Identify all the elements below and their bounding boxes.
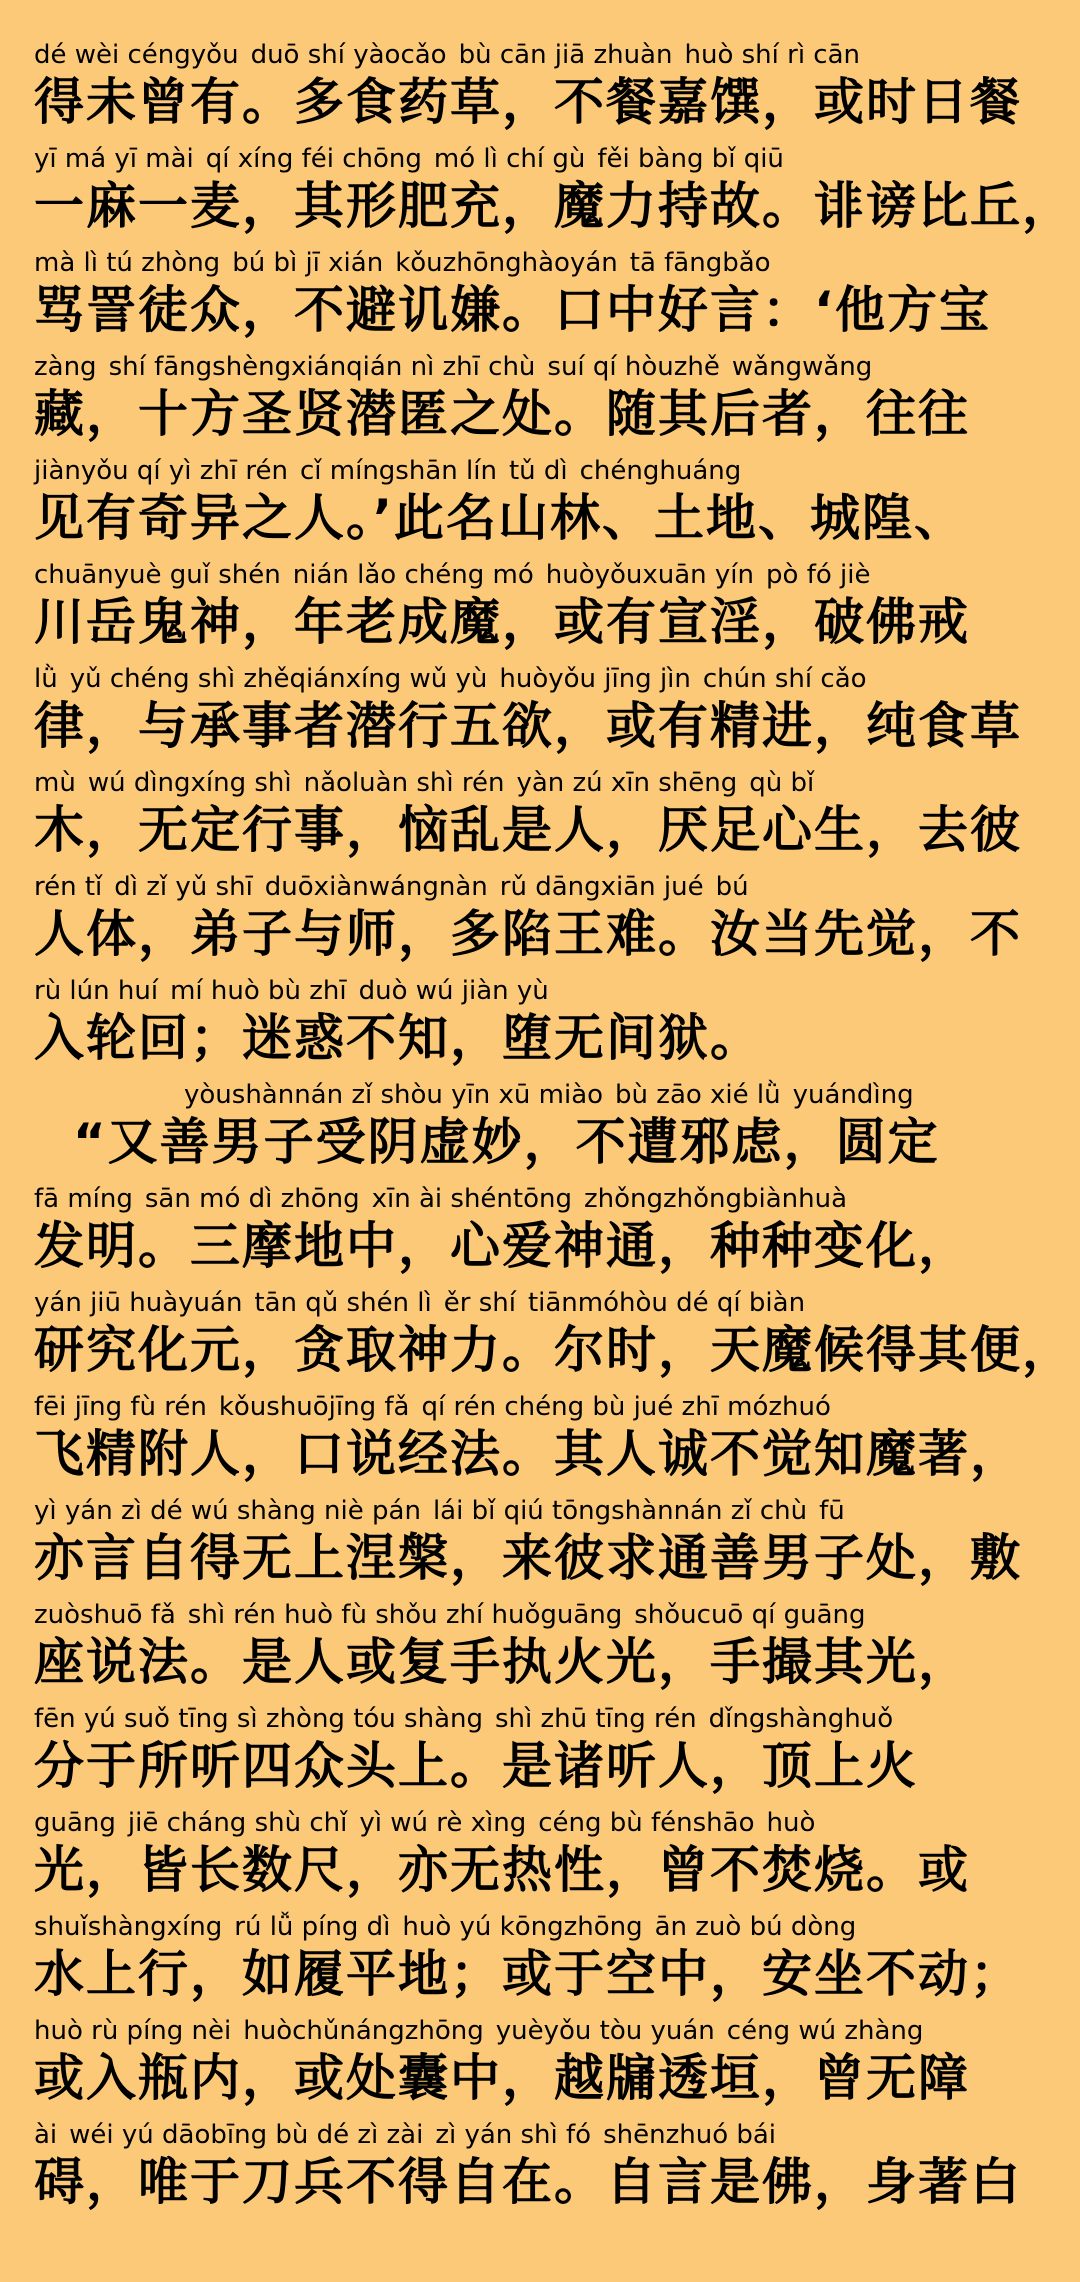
pinyin-segment: kǒuzhōnghàoyán: [395, 248, 618, 278]
pinyin-segment: lǜ: [34, 664, 58, 694]
hanzi-row: 或入瓶内，或处囊中，越牖透垣，曾无障: [34, 2049, 970, 2107]
pinyin-segment: mí huò bù zhī: [170, 976, 347, 1006]
pinyin-segment: yǔ chéng shì zhěqiánxíng wǔ yù: [69, 664, 488, 694]
pinyin-segment: chún shí cǎo: [702, 664, 867, 694]
pinyin-segment: fēn yú suǒ tīng sì zhòng tóu shàng: [34, 1704, 483, 1734]
pinyin-row: [34, 2014, 1050, 2048]
pinyin-row: [34, 246, 1050, 280]
pinyin-segment: jiànyǒu qí yì zhī rén: [34, 456, 288, 486]
hanzi-row: 亦言自得无上涅槃，来彼求通善男子处，敷: [34, 1529, 1022, 1587]
pinyin-segment: dé wèi céngyǒu: [34, 40, 239, 70]
pinyin-row: [34, 38, 1050, 72]
pinyin-segment: suí qí hòuzhě: [547, 352, 720, 382]
pinyin-segment: dǐngshànghuǒ: [708, 1704, 894, 1734]
hanzi-row: 座说法。是人或复手执火光，手撮其光，: [34, 1633, 970, 1691]
pinyin-row: [34, 1598, 1050, 1632]
pinyin-segment: fēi jīng fù rén: [34, 1392, 207, 1422]
hanzi-row: 一麻一麦，其形肥充，魔力持故。诽谤比丘，: [34, 177, 1074, 235]
pinyin-segment: ài: [34, 2120, 58, 2150]
pinyin-segment: huò yú kōngzhōng: [402, 1912, 643, 1942]
pinyin-segment: fěi bàng bǐ qiū: [597, 144, 784, 174]
pinyin-row: [34, 1182, 1050, 1216]
hanzi-row: 见有奇异之人。’此名山林、土地、城隍、: [34, 489, 966, 547]
hanzi-row: 藏，十方圣贤潜匿之处。随其后者，往往: [34, 385, 970, 443]
pinyin-row: [34, 454, 1050, 488]
pinyin-segment: yàn zú xīn shēng: [516, 768, 738, 798]
pinyin-segment: nián lǎo chéng mó: [292, 560, 534, 590]
hanzi-row: “又善男子受阴虚妙，不遭邪虑，圆定: [34, 1113, 940, 1171]
hanzi-row: 飞精附人，口说经法。其人诚不觉知魔著，: [34, 1425, 1022, 1483]
pinyin-segment: shì rén huò fù shǒu zhí huǒguāng: [187, 1600, 623, 1630]
hanzi-row: 分于所听四众头上。是诸听人，顶上火: [34, 1737, 918, 1795]
pinyin-segment: rú lǚ píng dì: [234, 1912, 391, 1942]
pinyin-segment: huò rù píng nèi: [34, 2016, 232, 2046]
pinyin-segment: zuòshuō fǎ: [34, 1600, 176, 1630]
pinyin-segment: bú bì jī xián: [232, 248, 384, 278]
pinyin-segment: zàng: [34, 352, 97, 382]
pinyin-row: [34, 1806, 1050, 1840]
pinyin-row: [34, 2118, 1050, 2152]
hanzi-row: 得未曾有。多食药草，不餐嘉馔，或时日餐: [34, 73, 1022, 131]
hanzi-row: 骂詈徒众，不避讥嫌。口中好言：‘他方宝: [34, 281, 991, 339]
pinyin-segment: qù bǐ: [749, 768, 815, 798]
pinyin-segment: ān zuò bú dòng: [654, 1912, 857, 1942]
pinyin-segment: yuèyǒu tòu yuán: [495, 2016, 715, 2046]
pinyin-segment: céng bù fénshāo: [538, 1808, 755, 1838]
pinyin-row: [34, 1702, 1050, 1736]
pinyin-row: [34, 974, 1050, 1008]
pinyin-segment: rù lún huí: [34, 976, 159, 1006]
pinyin-segment: yòushànnán zǐ shòu yīn xū miào: [184, 1080, 604, 1110]
pinyin-segment: yī má yī mài: [34, 144, 194, 174]
pinyin-row: [34, 1494, 1050, 1528]
pinyin-row: [34, 1390, 1050, 1424]
pinyin-segment: bù cān jiā zhuàn: [458, 40, 673, 70]
hanzi-row: 光，皆长数尺，亦无热性，曾不焚烧。或: [34, 1841, 970, 1899]
pinyin-segment: zì yán shì fó: [435, 2120, 592, 2150]
pinyin-segment: nǎoluàn shì rén: [303, 768, 505, 798]
pinyin-segment: fū: [819, 1496, 845, 1526]
hanzi-row: 律，与承事者潜行五欲，或有精进，纯食草: [34, 697, 1022, 755]
pinyin-segment: yì yán zì dé wú shàng niè pán: [34, 1496, 421, 1526]
hanzi-row: 发明。三摩地中，心爱神通，种种变化，: [34, 1217, 970, 1275]
pinyin-segment: chuānyuè guǐ shén: [34, 560, 281, 590]
pinyin-segment: chénghuáng: [579, 456, 742, 486]
pinyin-row: [34, 870, 1050, 904]
hanzi-row: 木，无定行事，恼乱是人，厌足心生，去彼: [34, 801, 1022, 859]
pinyin-segment: mó lì chí gù: [433, 144, 586, 174]
hanzi-row: 人体，弟子与师，多陷王难。汝当先觉，不: [34, 905, 1022, 963]
pinyin-segment: pò fó jiè: [766, 560, 871, 590]
pinyin-segment: shǒucuō qí guāng: [634, 1600, 866, 1630]
pinyin-segment: shuǐshàngxíng: [34, 1912, 223, 1942]
pinyin-segment: shí fāngshèngxiánqián nì zhī chù: [108, 352, 536, 382]
pinyin-segment: yuándìng: [792, 1080, 914, 1110]
pinyin-segment: sān mó dì zhōng: [144, 1184, 360, 1214]
pinyin-segment: ěr shí: [443, 1288, 516, 1318]
pinyin-segment: rén tǐ: [34, 872, 103, 902]
pinyin-segment: fā míng: [34, 1184, 133, 1214]
pinyin-row: [34, 766, 1050, 800]
pinyin-segment: xīn ài shéntōng: [371, 1184, 572, 1214]
pinyin-segment: wéi yú dāobīng bù dé zì zài: [69, 2120, 424, 2150]
pinyin-segment: huòchǔnángzhōng: [243, 2016, 484, 2046]
pinyin-segment: dì zǐ yǔ shī: [114, 872, 253, 902]
hanzi-row: 川岳鬼神，年老成魔，或有宣淫，破佛戒: [34, 593, 970, 651]
pinyin-segment: duō shí yàocǎo: [250, 40, 447, 70]
hanzi-row: 碍，唯于刀兵不得自在。自言是佛，身著白: [34, 2153, 1022, 2211]
pinyin-segment: huòyǒu jīng jìn: [499, 664, 691, 694]
pinyin-segment: qí xíng féi chōng: [205, 144, 422, 174]
pinyin-row: [34, 558, 1050, 592]
pinyin-segment: kǒushuōjīng fǎ: [218, 1392, 410, 1422]
pinyin-row: [34, 1910, 1050, 1944]
pinyin-segment: wú dìngxíng shì: [87, 768, 292, 798]
pinyin-row: [34, 142, 1050, 176]
pinyin-segment: céng wú zhàng: [726, 2016, 924, 2046]
pinyin-segment: shì zhū tīng rén: [494, 1704, 697, 1734]
pinyin-segment: qí rén chéng bù jué zhī mózhuó: [421, 1392, 831, 1422]
pinyin-segment: tiānmóhòu dé qí biàn: [527, 1288, 806, 1318]
pinyin-segment: tā fāngbǎo: [629, 248, 771, 278]
hanzi-row: 水上行，如履平地；或于空中，安坐不动；: [34, 1945, 1022, 2003]
pinyin-segment: duò wú jiàn yù: [358, 976, 549, 1006]
pinyin-segment: mà lì tú zhòng: [34, 248, 221, 278]
pinyin-segment: bú: [715, 872, 749, 902]
hanzi-row: 研究化元，贪取神力。尔时，天魔候得其便，: [34, 1321, 1074, 1379]
pinyin-row: [34, 1286, 1050, 1320]
pinyin-segment: shēnzhuó bái: [603, 2120, 777, 2150]
pinyin-segment: tǔ dì: [508, 456, 568, 486]
hanzi-row: 入轮回；迷惑不知，堕无间狱。: [34, 1009, 762, 1067]
pinyin-segment: tān qǔ shén lì: [254, 1288, 432, 1318]
pinyin-segment: mù: [34, 768, 76, 798]
pinyin-segment: guāng: [34, 1808, 116, 1838]
pinyin-segment: huò: [766, 1808, 816, 1838]
pinyin-segment: yì wú rè xìng: [359, 1808, 527, 1838]
pinyin-segment: bù zāo xié lǜ: [615, 1080, 781, 1110]
pinyin-row: [34, 662, 1050, 696]
pinyin-segment: duōxiànwángnàn: [264, 872, 488, 902]
pinyin-segment: wǎngwǎng: [731, 352, 873, 382]
pinyin-segment: rǔ dāngxiān jué: [499, 872, 704, 902]
pinyin-segment: zhǒngzhǒngbiànhuà: [583, 1184, 848, 1214]
pinyin-row: [34, 350, 1050, 384]
pinyin-segment: cǐ míngshān lín: [299, 456, 497, 486]
pinyin-segment: lái bǐ qiú tōngshànnán zǐ chù: [432, 1496, 808, 1526]
pinyin-segment: yán jiū huàyuán: [34, 1288, 243, 1318]
pinyin-segment: jiē cháng shù chǐ: [127, 1808, 348, 1838]
pinyin-segment: huò shí rì cān: [684, 40, 861, 70]
pinyin-segment: huòyǒuxuān yín: [545, 560, 755, 590]
pinyin-row: [184, 1078, 1080, 1112]
